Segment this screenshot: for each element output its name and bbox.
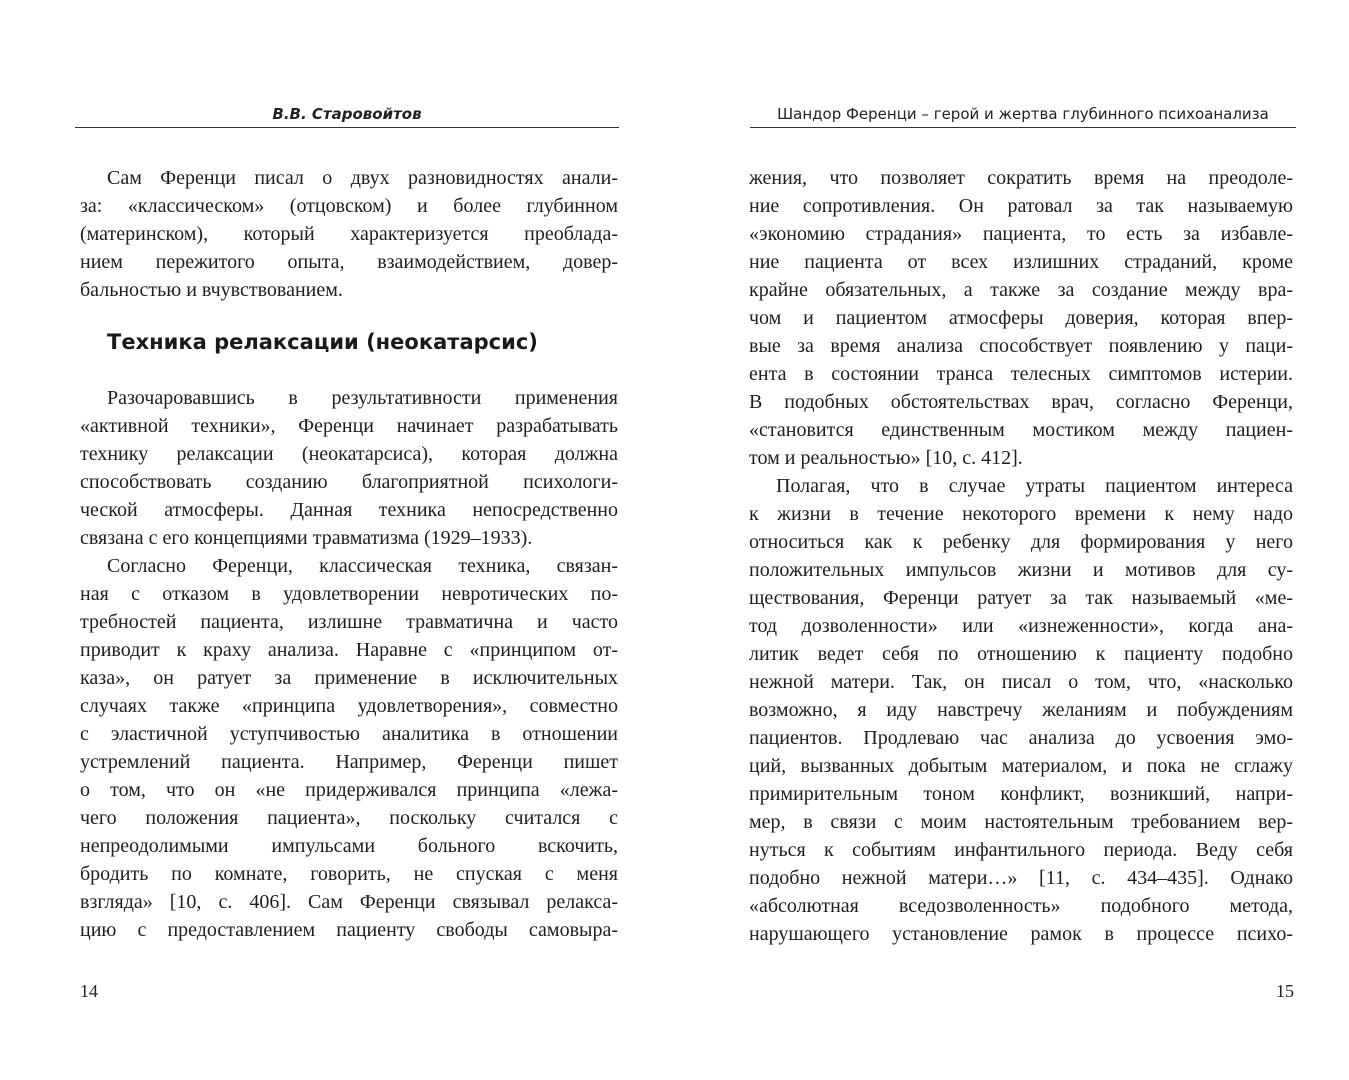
text-line: приводит к краху анализа. Наравне с «принципом от- (80, 639, 618, 661)
text-line: ние сопротивления. Он ратовал за так называемую (749, 195, 1293, 217)
text-line: за: «классическом» (отцовском) и более глубинном (80, 195, 618, 217)
section-heading: Техника релаксации (неокатарсис) (107, 330, 538, 354)
text-line: нуться к событиям инфантильного периода. Веду себя (749, 839, 1293, 861)
paragraph-classical-technique (80, 552, 618, 944)
text-line: «становится единственным мостиком между пациен- (749, 419, 1293, 441)
text-line: Согласно Ференци, классическая техника, связан- (107, 555, 618, 577)
header-rule (75, 127, 619, 128)
text-line: ций, вызванных добытым материалом, и пока не сглажу (749, 755, 1293, 777)
text-line: относиться как к ребенку для формирования у него (749, 531, 1293, 553)
text-line: к жизни в течение некоторого времени к нему надо (749, 503, 1293, 525)
running-header-author: В.В. Старовойтов (272, 105, 422, 123)
text-line: нием пережитого опыта, взаимодействием, довер- (80, 251, 618, 273)
text-line: мер, в связи с моим настоятельным требованием вер- (749, 811, 1293, 833)
header-rule (750, 127, 1296, 128)
text-line: ществования, Ференци ратует за так называемый «ме- (749, 587, 1293, 609)
text-line: жения, что позволяет сократить время на преодоле- (749, 167, 1293, 189)
text-line: подобно нежной матери…» [11, с. 434–435]. Однако (749, 867, 1293, 889)
text-line: том и реальностью» [10, с. 412]. (749, 447, 1023, 469)
text-line: пациентов. Продлеваю час анализа до усвоения эмо- (749, 727, 1293, 749)
running-header-title: Шандор Ференци – герой и жертва глубинного психоанализа (777, 105, 1269, 123)
text-line: о том, что он «не придерживался принципа «лежа- (80, 779, 618, 801)
text-line: каза», он ратует за применение в исключительных (80, 667, 618, 689)
text-line: способствовать созданию благоприятной психологи- (80, 471, 618, 493)
text-line: (материнском), который характеризуется преоблада- (80, 223, 618, 245)
text-line: «активной техники», Ференци начинает разрабатывать (80, 415, 618, 437)
text-line: вые за время анализа способствует появлению у паци- (749, 335, 1293, 357)
paragraph-permissiveness (749, 472, 1293, 948)
paragraph-continuation (749, 164, 1293, 472)
text-line: положительных импульсов жизни и мотивов для су- (749, 559, 1293, 581)
text-line: ние пациента от всех излишних страданий, кроме (749, 251, 1293, 273)
paragraph-intro (80, 164, 618, 304)
text-line: бальностью и вчувствованием. (80, 279, 343, 301)
text-line: Полагая, что в случае утраты пациентом интереса (776, 475, 1293, 497)
text-line: чего положения пациента», поскольку считался с (80, 807, 618, 829)
text-line: случаях также «принципа удовлетворения», совместно (80, 695, 618, 717)
paragraph-relaxation (80, 384, 618, 552)
text-line: возможно, я иду навстречу желаниям и побуждениям (749, 699, 1293, 721)
text-line: устремлений пациента. Например, Ференци пишет (80, 751, 618, 773)
text-line: с эластичной уступчивостью аналитика в отношении (80, 723, 618, 745)
text-line: чом и пациентом атмосферы доверия, которая впер- (749, 307, 1293, 329)
text-line: тод дозволенности» или «изнеженности», когда ана- (749, 615, 1293, 637)
text-line: непреодолимыми импульсами больного вскочить, (80, 835, 618, 857)
text-line: «абсолютная вседозволенность» подобного метода, (749, 895, 1293, 917)
text-line: бродить по комнате, говорить, не спуская с меня (80, 863, 618, 885)
text-line: ная с отказом в удовлетворении невротических по- (80, 583, 618, 605)
left-page (0, 0, 674, 1080)
text-line: нарушающего установление рамок в процессе психо- (749, 923, 1293, 945)
text-line: литик ведет себя по отношению к пациенту подобно (749, 643, 1293, 665)
text-line: цию с предоставлением пациенту свободы самовыра- (80, 919, 618, 941)
text-line: крайне обязательных, а также за создание между вра- (749, 279, 1293, 301)
text-line: «экономию страдания» пациента, то есть за избавле- (749, 223, 1293, 245)
text-line: технику релаксации (неокатарсиса), которая должна (80, 443, 618, 465)
text-line: Сам Ференци писал о двух разновидностях анали- (107, 167, 618, 189)
text-line: требностей пациента, излишне травматична и часто (80, 611, 618, 633)
text-line: ческой атмосферы. Данная техника непосредственно (80, 499, 618, 521)
text-line: В подобных обстоятельствах врач, согласно Ференци, (749, 391, 1293, 413)
text-line: взгляда» [10, с. 406]. Сам Ференци связывал релакса- (80, 891, 618, 913)
text-line: Разочаровавшись в результативности применения (107, 387, 618, 409)
page-number: 14 (80, 981, 98, 1001)
text-line: связана с его концепциями травматизма (1929–1933). (80, 527, 533, 549)
right-page (674, 0, 1349, 1080)
text-line: примирительным тоном конфликт, возникший, напри- (749, 783, 1293, 805)
text-line: нежной матери. Так, он писал о том, что, «насколько (749, 671, 1293, 693)
text-line: ента в состоянии транса телесных симптомов истерии. (749, 363, 1293, 385)
page-number: 15 (1276, 981, 1294, 1001)
